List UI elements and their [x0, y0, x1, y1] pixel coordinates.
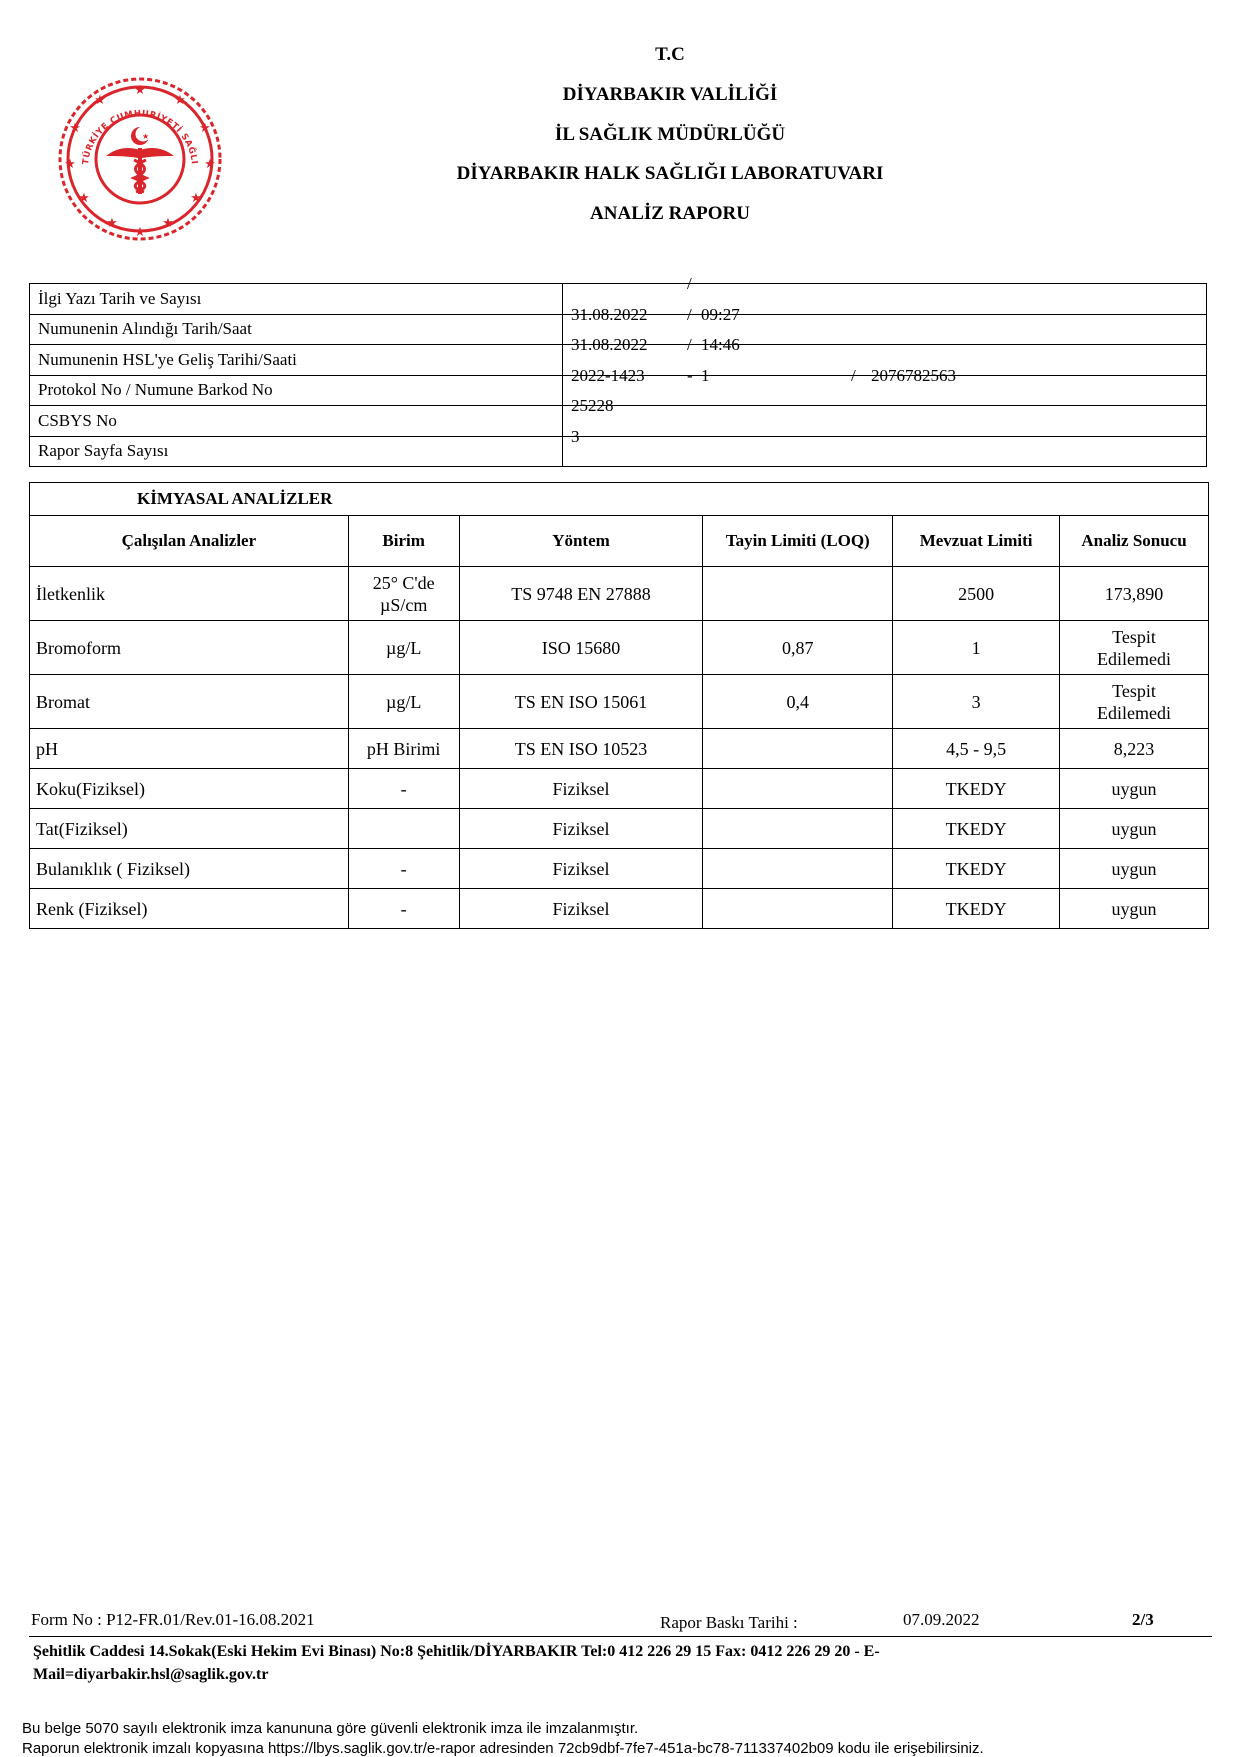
info-value-1: 31.08.2022: [571, 304, 648, 324]
info-label: İlgi Yazı Tarih ve Sayısı: [30, 284, 563, 315]
svg-text:★: ★: [204, 157, 216, 172]
analysis-name: Koku(Fiziksel): [30, 769, 349, 809]
info-label: Numunenin HSL'ye Geliş Tarihi/Saati: [30, 345, 563, 376]
method: Fiziksel: [459, 809, 703, 849]
loq: [703, 567, 893, 621]
method: TS 9748 EN 27888: [459, 567, 703, 621]
method: TS EN ISO 10523: [459, 729, 703, 769]
unit-cell: [348, 621, 459, 675]
method: ISO 15680: [459, 621, 703, 675]
unit-cell: [348, 809, 459, 849]
page-number: 2/3: [1132, 1610, 1154, 1629]
loq: [703, 849, 893, 889]
ministry-seal-icon: [50, 72, 230, 246]
info-value-3: 2076782563: [871, 365, 956, 385]
result-cell: [1060, 809, 1209, 849]
method: Fiziksel: [459, 769, 703, 809]
result-row: [30, 675, 1209, 729]
info-label: Numunenin Alındığı Tarih/Saat: [30, 314, 563, 345]
result: uygun: [1111, 858, 1157, 879]
info-label: Protokol No / Numune Barkod No: [30, 375, 563, 406]
result: Tespit: [1112, 680, 1156, 701]
loq: [703, 809, 893, 849]
form-number: Form No : P12-FR.01/Rev.01-16.08.2021: [31, 1610, 315, 1629]
info-value-cell: [563, 304, 1207, 345]
unit-line-2: µS/cm: [379, 594, 428, 615]
unit: -: [400, 778, 407, 799]
info-value-cell: [563, 396, 1207, 437]
svg-text:★: ★: [69, 121, 81, 136]
svg-text:★: ★: [162, 216, 174, 231]
unit-cell: [348, 567, 459, 621]
regulation-limit: TKEDY: [893, 769, 1060, 809]
result: Tespit: [1112, 626, 1156, 647]
result-row: [30, 567, 1209, 621]
loq: [703, 769, 893, 809]
unit: µg/L: [385, 637, 422, 658]
result-row: [30, 621, 1209, 675]
analysis-name: Tat(Fiziksel): [30, 809, 349, 849]
loq: 0,4: [703, 675, 893, 729]
info-row: [30, 436, 1207, 467]
regulation-limit: 4,5 - 9,5: [893, 729, 1060, 769]
regulation-limit: 3: [893, 675, 1060, 729]
result-cell: [1060, 889, 1209, 929]
method: Fiziksel: [459, 889, 703, 929]
unit: -: [400, 858, 407, 879]
print-date: 07.09.2022: [903, 1610, 980, 1629]
header-tc: T.C: [655, 44, 685, 65]
info-value-2: 1: [701, 365, 710, 385]
regulation-limit: 2500: [893, 567, 1060, 621]
unit-cell: [348, 849, 459, 889]
svg-text:★: ★: [78, 191, 90, 206]
info-separator-1: /: [687, 335, 692, 354]
svg-text:TÜRKİYE CUMHURİYETİ SAĞLIK BAK: TÜRKİYE CUMHURİYETİ SAĞLI: [81, 108, 199, 166]
info-value-2: 09:27: [701, 304, 740, 324]
analysis-name: Bromoform: [30, 621, 349, 675]
analysis-name: pH: [30, 729, 349, 769]
result-row: [30, 849, 1209, 889]
result: uygun: [1111, 818, 1157, 839]
svg-text:★: ★: [94, 93, 106, 108]
info-value-1: 3: [571, 426, 580, 446]
analysis-name: Renk (Fiziksel): [30, 889, 349, 929]
info-value-1: 25228: [571, 396, 614, 415]
header-laboratory: DİYARBAKIR HALK SAĞLIĞI LABORATUVARI: [456, 163, 884, 184]
e-report-link-note: Raporun elektronik imzalı kopyasına https://lbys.saglik.gov.tr/e-rapor adresinden 72cb9dbf-7fe7-451a-bc78-711337402b09 kodu ile erişebilirsiniz.: [22, 1740, 984, 1757]
info-row: [30, 406, 1207, 437]
info-value-cell: [563, 426, 1207, 467]
unit: 25° C'de: [372, 572, 435, 593]
svg-text:★: ★: [64, 157, 76, 172]
result-row: [30, 809, 1209, 849]
header-governorship: DİYARBAKIR VALİLİĞİ: [562, 84, 778, 105]
loq: [703, 729, 893, 769]
info-label: Rapor Sayfa Sayısı: [30, 436, 563, 467]
section-title: KİMYASAL ANALİZLER: [30, 483, 1209, 516]
unit-cell: [348, 729, 459, 769]
info-separator-2: /: [851, 365, 856, 385]
column-header: Birim: [348, 516, 459, 567]
svg-text:★: ★: [134, 225, 146, 240]
unit-cell: [348, 769, 459, 809]
e-signature-note: Bu belge 5070 sayılı elektronik imza kanununa göre güvenli elektronik imza ile imzalanmıştır.: [22, 1720, 639, 1737]
info-separator-1: /: [687, 274, 692, 293]
analysis-name: Bulanıklık ( Fiziksel): [30, 849, 349, 889]
result-cell: [1060, 769, 1209, 809]
method: TS EN ISO 15061: [459, 675, 703, 729]
result: 8,223: [1113, 738, 1155, 759]
result-cell: [1060, 567, 1209, 621]
unit: pH Birimi: [366, 738, 441, 759]
svg-text:★: ★: [142, 132, 150, 141]
loq: 0,87: [703, 621, 893, 675]
result-cell: [1060, 729, 1209, 769]
sample-info-table: [29, 274, 1207, 467]
regulation-limit: TKEDY: [893, 889, 1060, 929]
info-separator-1: /: [687, 304, 692, 324]
svg-text:★: ★: [106, 216, 118, 231]
unit-cell: [348, 675, 459, 729]
result-cell: [1060, 621, 1209, 675]
info-label: CSBYS No: [30, 406, 563, 437]
info-value-cell: [563, 274, 1207, 315]
regulation-limit: TKEDY: [893, 849, 1060, 889]
print-date-label: Rapor Baskı Tarihi :: [660, 1613, 798, 1632]
info-value-1: 31.08.2022: [571, 335, 648, 354]
header-directorate: İL SAĞLIK MÜDÜRLÜĞÜ: [554, 124, 786, 145]
info-separator-1: -: [687, 365, 693, 385]
address-line: Şehitlik Caddesi 14.Sokak(Eski Hekim Evi Binası) No:8 Şehitlik/DİYARBAKIR Tel:0 412 226 29 15 Fax: 0412 226 29 20 - E-: [33, 1643, 880, 1660]
result-row: [30, 889, 1209, 929]
column-header: Analiz Sonucu: [1060, 516, 1209, 567]
result-row: [30, 769, 1209, 809]
analysis-name: Bromat: [30, 675, 349, 729]
unit-cell: [348, 889, 459, 929]
info-row: [30, 375, 1207, 406]
email-line: Mail=diyarbakir.hsl@saglik.gov.tr: [33, 1666, 269, 1683]
address-block: [33, 1640, 1053, 1686]
svg-text:★: ★: [134, 83, 146, 98]
column-header: Çalışılan Analizler: [30, 516, 349, 567]
info-value-2: 14:46: [701, 335, 740, 354]
regulation-limit: 1: [893, 621, 1060, 675]
column-header: Tayin Limiti (LOQ): [703, 516, 893, 567]
unit: -: [400, 898, 407, 919]
loq: [703, 889, 893, 929]
analysis-results-table: [29, 482, 1209, 929]
regulation-limit: TKEDY: [893, 809, 1060, 849]
result: 173,890: [1104, 583, 1164, 604]
result-cell: [1060, 849, 1209, 889]
column-header: Yöntem: [459, 516, 703, 567]
result: uygun: [1111, 778, 1157, 799]
analysis-name: İletkenlik: [30, 567, 349, 621]
result-cell: [1060, 675, 1209, 729]
result: uygun: [1111, 898, 1157, 919]
footer-divider: [29, 1636, 1212, 1637]
unit: µg/L: [385, 691, 422, 712]
result-line-2: Edilemedi: [1097, 648, 1172, 669]
method: Fiziksel: [459, 849, 703, 889]
column-header: Mevzuat Limiti: [893, 516, 1060, 567]
svg-text:★: ★: [190, 191, 202, 206]
result-row: [30, 729, 1209, 769]
info-value-1: 2022-1423: [571, 365, 645, 385]
svg-text:★: ★: [174, 93, 186, 108]
result-line-2: Edilemedi: [1097, 702, 1172, 723]
header-report-title: ANALİZ RAPORU: [590, 203, 750, 224]
svg-text:★: ★: [199, 121, 211, 136]
info-value-cell: [563, 365, 1207, 406]
